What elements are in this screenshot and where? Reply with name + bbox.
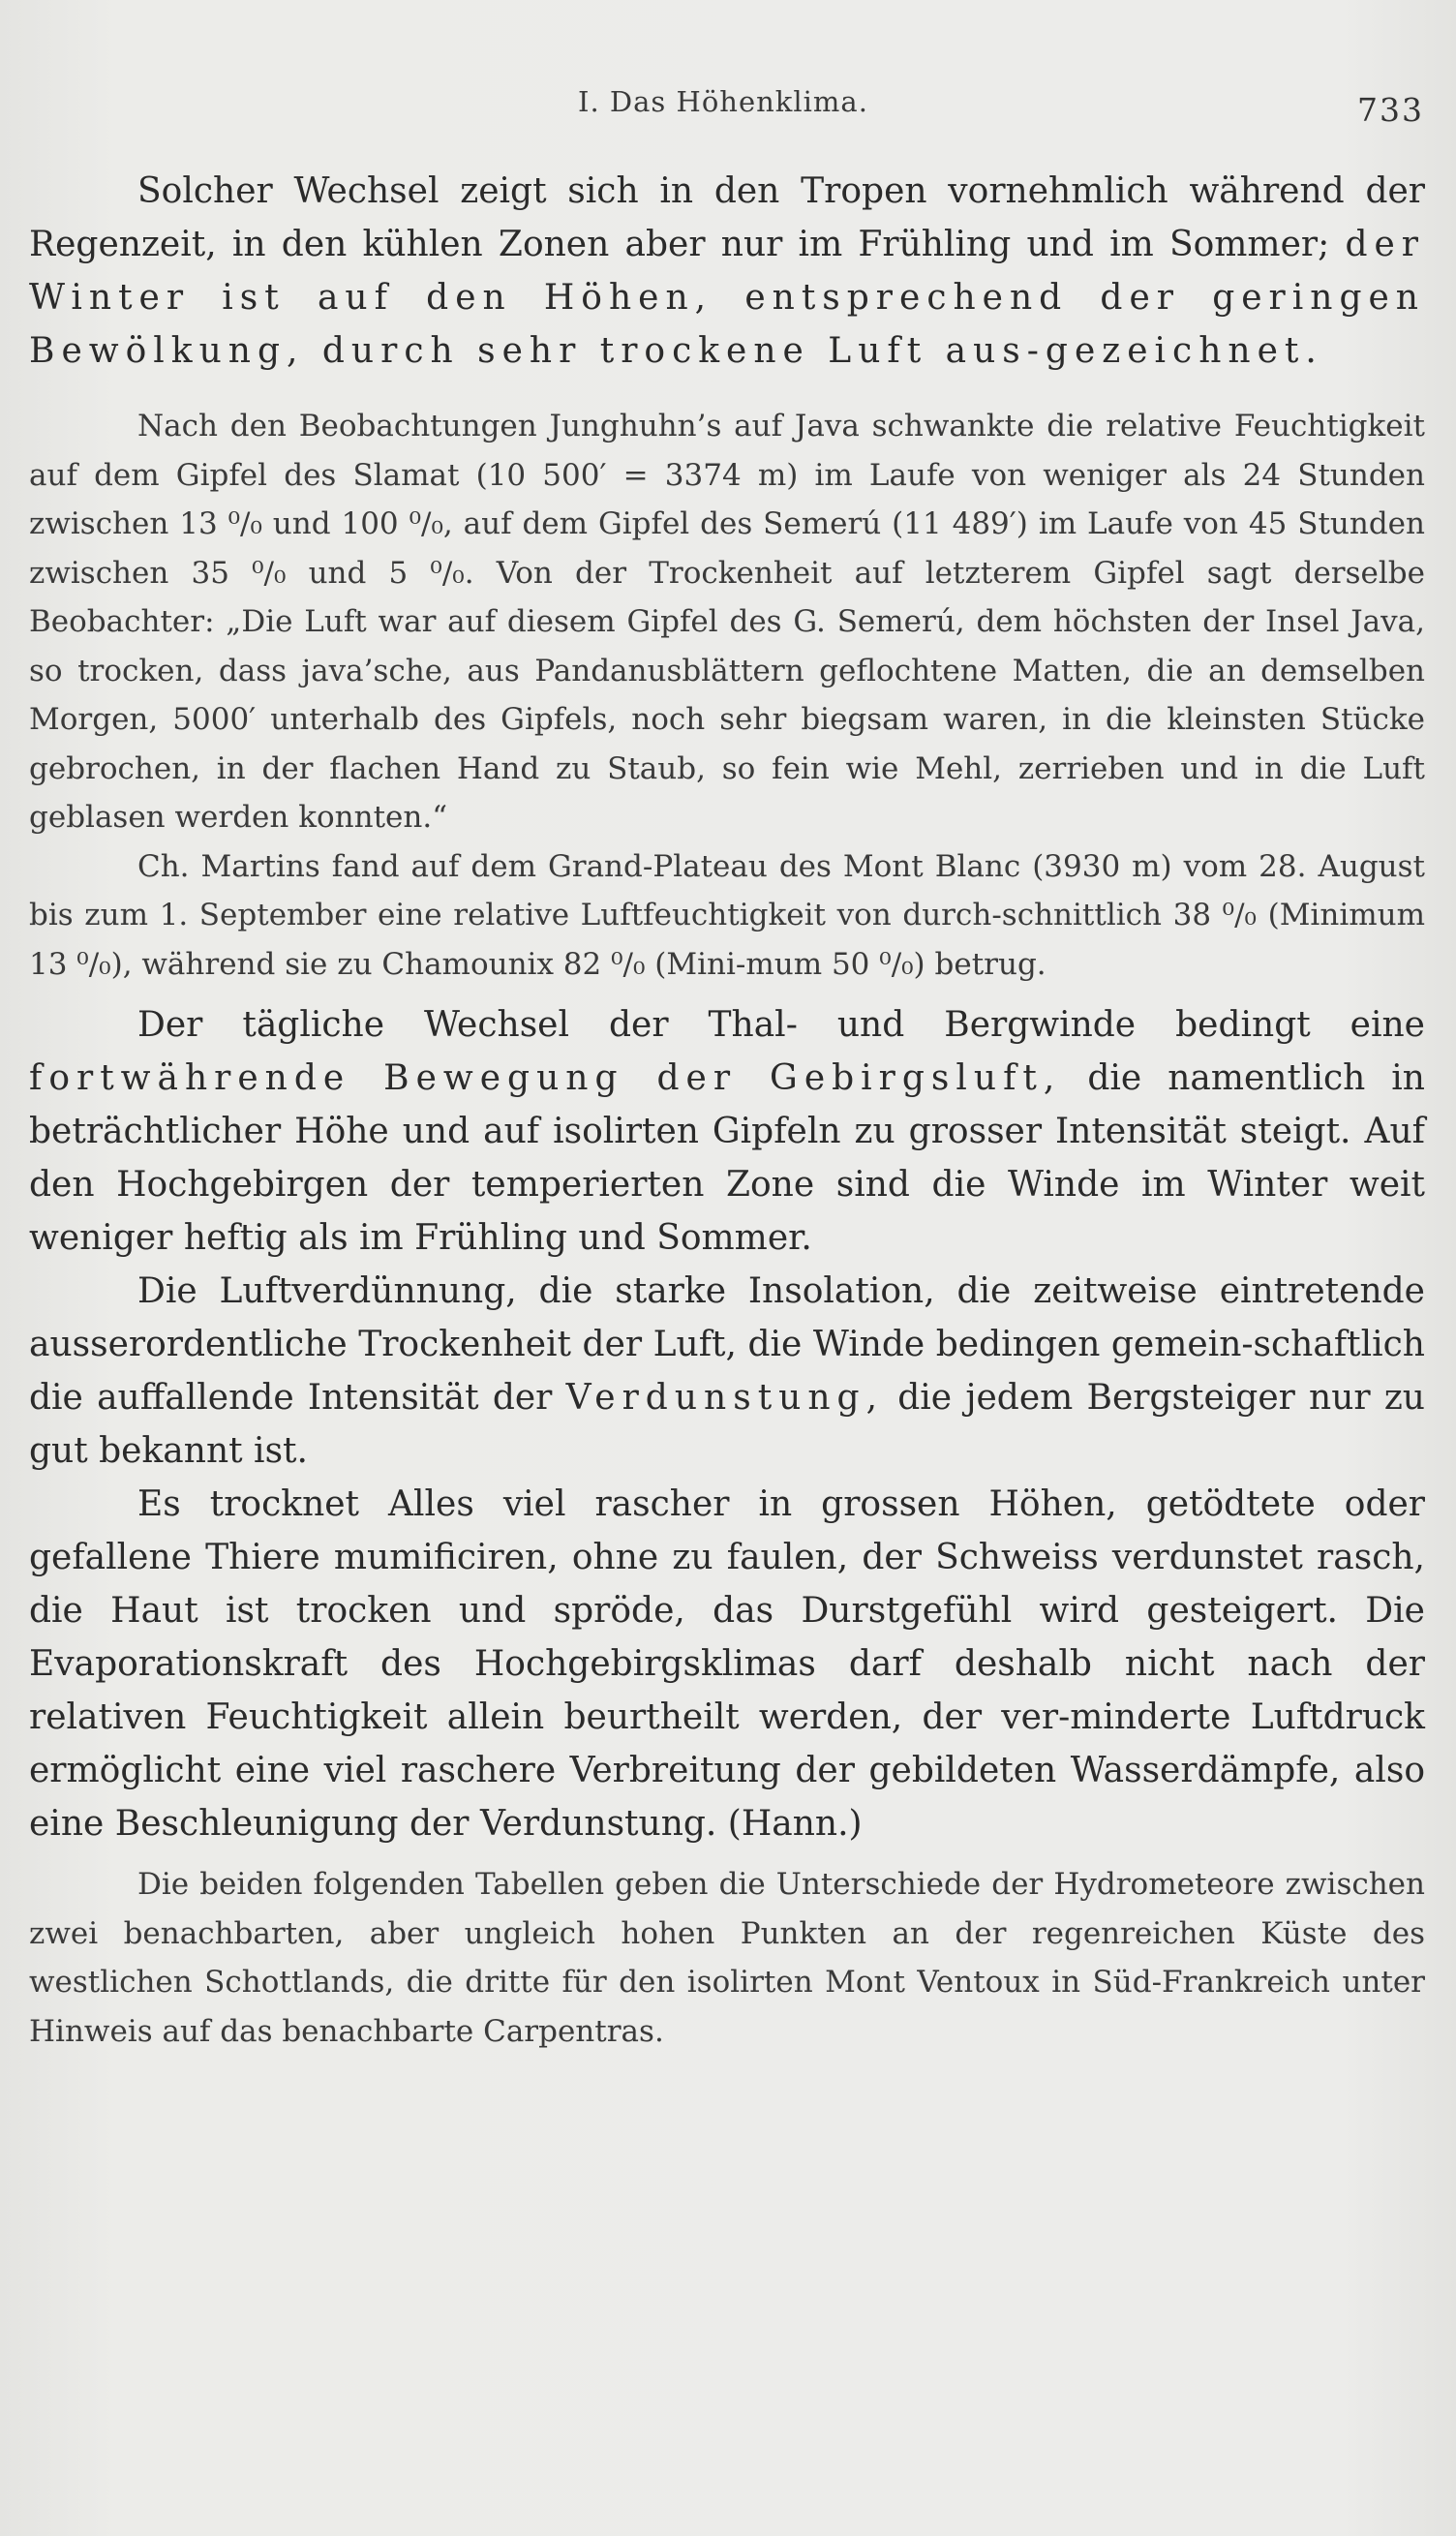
emphasized-text: Verdunstung, bbox=[565, 1378, 885, 1418]
text-run: Solcher Wechsel zeigt sich in den Tropen vornehmlich während der Regenzeit, in den kühlen Zonen aber nur im Frühling und im Sommer; bbox=[29, 171, 1425, 264]
paragraph-junghuhn-observations bbox=[29, 402, 1425, 842]
text-run: Der tägliche Wechsel der Thal- und Bergwinde bedingt eine bbox=[137, 1005, 1425, 1045]
page-header bbox=[0, 85, 1456, 134]
body-text bbox=[29, 165, 1425, 2056]
text-run: Die beiden folgenden Tabellen geben die Unterschiede der Hydrometeore zwischen zwei benachbarten, aber ungleich hohen Punkten an der regenreichen Küste des westlichen Schottlands, die dritte für den isolirten Mont Ventoux in Süd-Frankreich unter Hinweis auf das benachbarte Carpentras. bbox=[29, 1867, 1425, 2049]
paragraph-evaporation bbox=[29, 1265, 1425, 1478]
paragraph-drying-effects bbox=[29, 1478, 1425, 1850]
running-title: I. Das Höhenklima. bbox=[578, 85, 868, 118]
emphasized-text: fortwährende Bewegung der Gebirgsluft, bbox=[29, 1058, 1062, 1098]
paragraph-martins-mont-blanc bbox=[29, 842, 1425, 990]
text-run: die namentlich in beträchtlicher Höhe und auf isolirten Gipfeln zu grosser Intensität steigt. Auf den Hochgebirgen der temperierten Zone sind die Winde im Winter weit weniger heftig als im Frühling und Sommer. bbox=[29, 1058, 1425, 1258]
paragraph-mountain-winds bbox=[29, 998, 1425, 1265]
text-run: Es trocknet Alles viel rascher in grossen Höhen, getödtete oder gefallene Thiere mumificiren, ohne zu faulen, der Schweiss verdunstet rasch, die Haut ist trocken und spröde, das Durstgefühl wird gesteigert. Die Evaporationskraft des Hochgebirgsklimas darf deshalb nicht nach der relativen Feuchtigkeit allein beurtheilt werden, der ver-minderte Luftdruck ermöglicht eine viel raschere Verbreitung der gebildeten Wasserdämpfe, also eine Beschleunigung der Verdunstung. (Hann.) bbox=[29, 1484, 1425, 1844]
text-run: Ch. Martins fand auf dem Grand-Plateau des Mont Blanc (3930 m) vom 28. August bis zum 1. September eine relative Luftfeuchtigkeit von durch-schnittlich 38 ⁰/₀ (Minimum 13 ⁰/₀), während sie zu Chamounix 82 ⁰/₀ (Mini-mum 50 ⁰/₀) betrug. bbox=[29, 848, 1425, 982]
paragraph-seasonal-change bbox=[29, 165, 1425, 378]
text-run: Die Luftverdünnung, die starke Insolation, die zeitweise eintretende ausserordentliche Trockenheit der Luft, die Winde bedingen gemein-schaftlich die auffallende Intensität der bbox=[29, 1271, 1425, 1418]
emphasized-text: der Winter ist auf den Höhen, entsprechend der geringen Bewölkung, durch sehr trockene Luft aus-gezeichnet. bbox=[29, 225, 1425, 371]
paragraph-tables-intro bbox=[29, 1860, 1425, 2056]
page-number: 733 bbox=[1357, 91, 1424, 129]
text-run: die jedem Bergsteiger nur zu gut bekannt ist. bbox=[29, 1378, 1425, 1471]
text-run: Nach den Beobachtungen Junghuhn’s auf Java schwankte die relative Feuchtigkeit auf dem Gipfel des Slamat (10 500′ = 3374 m) im Laufe von weniger als 24 Stunden zwischen 13 ⁰/₀ und 100 ⁰/₀, auf dem Gipfel des Semerú (11 489′) im Laufe von 45 Stunden zwischen 35 ⁰/₀ und 5 ⁰/₀. Von der Trockenheit auf letzterem Gipfel sagt derselbe Beobachter: „Die Luft war auf diesem Gipfel des G. Semerú, dem höchsten der Insel Java, so trocken, dass java’sche, aus Pandanusblättern geflochtene Matten, die an demselben Morgen, 5000′ unterhalb des Gipfels, noch sehr biegsam waren, in die kleinsten Stücke gebrochen, in der flachen Hand zu Staub, so fein wie Mehl, zerrieben und in die Luft geblasen werden konnten.“ bbox=[29, 409, 1425, 835]
